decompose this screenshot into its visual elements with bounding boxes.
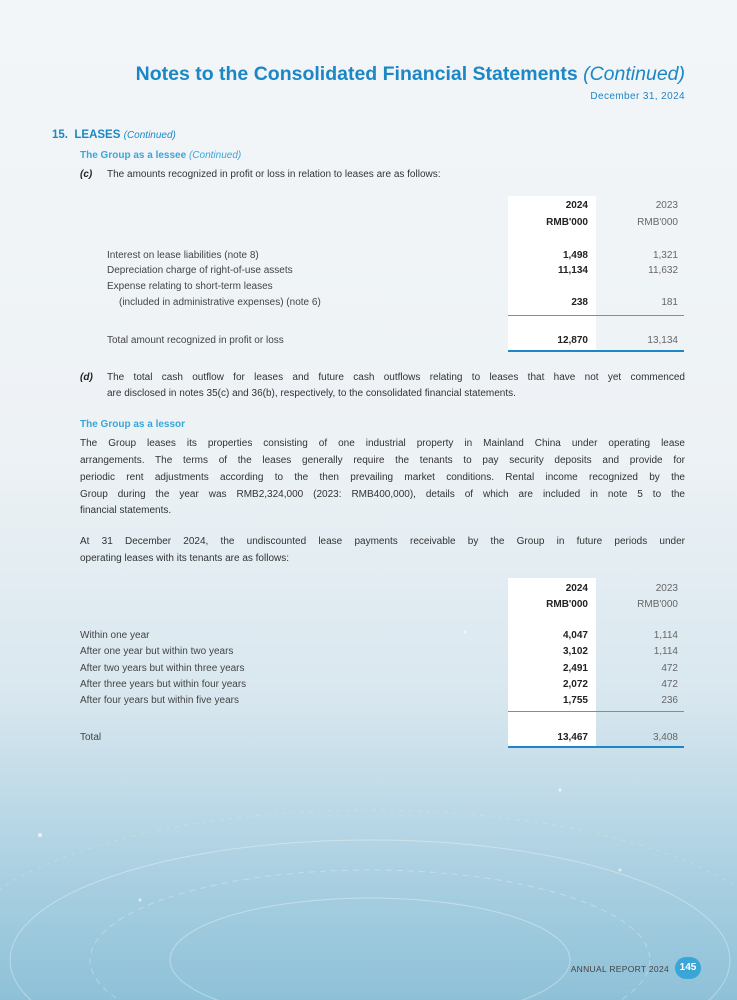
item-d-line: are disclosed in notes 35(c) and 36(b), respectively, to the consolidated financial statements.: [107, 388, 516, 399]
t2-row-prior: 472: [661, 679, 678, 690]
page-title: Notes to the Consolidated Financial Statements (Continued): [135, 63, 685, 85]
t1-total-current: 12,870: [557, 335, 588, 346]
t2-row-current: 4,047: [562, 630, 588, 641]
item-d-tag: (d): [80, 372, 93, 383]
t2-row-prior: 236: [661, 695, 678, 706]
lessor-heading: The Group as a lessor: [80, 419, 186, 430]
t2-total-current: 13,467: [557, 732, 588, 743]
t2-row-label: After one year but within two years: [80, 646, 234, 657]
section-heading: 15. LEASES (Continued): [52, 129, 176, 141]
t1-row-current: 1,498: [562, 250, 588, 261]
item-c-intro: The amounts recognized in profit or loss in relation to leases are as follows:: [107, 169, 441, 180]
t2-header-year-current: 2024: [565, 583, 588, 594]
paragraph-line: Group during the year was RMB2,324,000 (2023: RMB400,000), details of which are included in note 5 to the: [80, 489, 685, 500]
lessee-heading: The Group as a lessee (Continued): [80, 150, 242, 161]
t1-row-current: 238: [571, 297, 588, 308]
t1-row-prior: 181: [661, 297, 678, 308]
t1-row-label: Expense relating to short-term leases: [107, 281, 273, 292]
t1-total-prior: 13,134: [647, 335, 678, 346]
t1-row-label: (included in administrative expenses) (note 6): [119, 297, 321, 308]
t1-row-label: Interest on lease liabilities (note 8): [107, 250, 259, 261]
paragraph-line: financial statements.: [80, 505, 172, 516]
t2-header-unit-current: RMB'000: [546, 599, 588, 610]
t1-total-label: Total amount recognized in profit or loss: [107, 335, 284, 346]
t2-row-current: 2,072: [562, 679, 588, 690]
t1-header-unit-current: RMB'000: [546, 217, 588, 228]
t2-total-rule: [508, 746, 684, 748]
t2-row-label: After four years but within five years: [80, 695, 239, 706]
t1-row-prior: 1,321: [652, 250, 678, 261]
t2-subtotal-rule: [508, 711, 684, 712]
t2-header-year-prior: 2023: [655, 583, 678, 594]
t2-row-prior: 1,114: [653, 630, 678, 641]
t1-header-year-current: 2024: [565, 200, 588, 211]
paragraph-line: arrangements. The terms of the leases generally require the tenants to pay security deposits and provide for: [80, 455, 685, 466]
footer-report-name: ANNUAL REPORT 2024: [570, 964, 669, 974]
t2-row-current: 1,755: [562, 695, 588, 706]
t1-row-current: 11,134: [557, 265, 588, 276]
t2-row-label: Within one year: [80, 630, 150, 641]
t2-header-unit-prior: RMB'000: [637, 599, 678, 610]
t2-row-label: After three years but within four years: [80, 679, 247, 690]
t1-row-label: Depreciation charge of right-of-use assets: [107, 265, 293, 276]
t1-subtotal-rule: [508, 315, 684, 316]
t2-row-current: 3,102: [562, 646, 588, 657]
t2-total-prior: 3,408: [652, 732, 678, 743]
t1-total-rule: [508, 350, 684, 352]
t2-row-prior: 472: [661, 663, 678, 674]
page-date: December 31, 2024: [590, 91, 685, 102]
paragraph-line: The Group leases its properties consisting of one industrial property in Mainland China under operating lease: [80, 438, 685, 449]
t1-row-prior: 11,632: [648, 265, 678, 276]
t2-total-label: Total: [80, 732, 102, 743]
item-c-tag: (c): [80, 169, 93, 180]
paragraph-line: periodic rent adjustments according to the then prevailing market conditions. Rental income recognized by the: [80, 472, 685, 483]
paragraph-line: At 31 December 2024, the undiscounted lease payments receivable by the Group in future periods under: [80, 536, 685, 547]
paragraph-line: operating leases with its tenants are as follows:: [80, 553, 289, 564]
t2-row-prior: 1,114: [653, 646, 678, 657]
t2-row-current: 2,491: [562, 663, 588, 674]
t2-row-label: After two years but within three years: [80, 663, 245, 674]
page-number: 145: [675, 957, 701, 979]
t1-header-unit-prior: RMB'000: [637, 217, 678, 228]
item-d-line: The total cash outflow for leases and future cash outflows relating to leases that have not yet commenced: [107, 372, 685, 383]
t1-header-year-prior: 2023: [655, 200, 678, 211]
